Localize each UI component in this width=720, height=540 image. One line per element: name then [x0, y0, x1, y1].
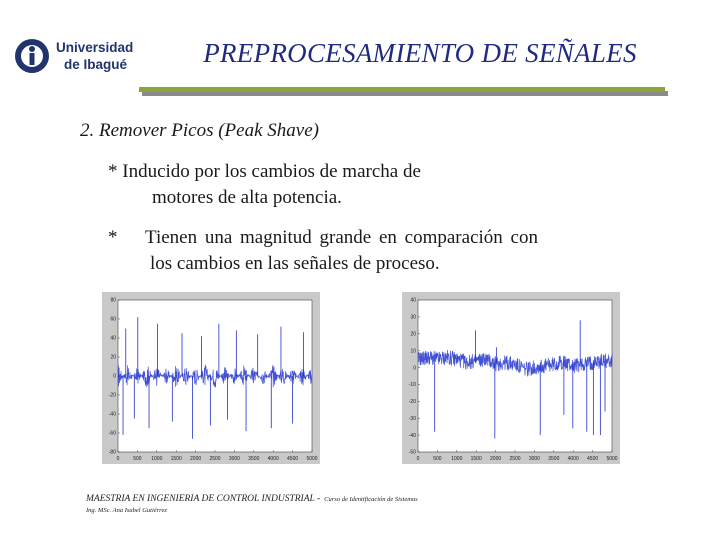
y-tick-label: -10	[408, 382, 416, 389]
signal-plot-1	[102, 292, 320, 464]
y-tick-label: -60	[108, 430, 116, 437]
bullet-2-line-1: Tienen una magnitud grande en comparación con	[145, 227, 538, 248]
x-tick-label: 500	[433, 456, 442, 462]
y-tick-label: 10	[410, 348, 416, 355]
x-tick-label: 5000	[606, 456, 618, 462]
bullet-2-line-2: los cambios en las señales de proceso.	[150, 253, 440, 274]
x-tick-label: 500	[133, 456, 142, 462]
section-heading: 2. Remover Picos (Peak Shave)	[80, 120, 319, 141]
signal-plot-2-svg	[402, 292, 620, 464]
university-logo	[14, 38, 132, 78]
plot-area	[418, 300, 612, 452]
x-tick-label: 2500	[209, 456, 221, 462]
bullet-1-text: Inducido por los cambios de marcha de	[122, 161, 421, 182]
x-tick-label: 4000	[567, 456, 579, 462]
y-tick-label: -50	[408, 449, 416, 456]
x-tick-label: 3500	[548, 456, 560, 462]
bullet-1-line-2: motores de alta potencia.	[152, 187, 342, 208]
x-tick-label: 5000	[306, 456, 318, 462]
footer-program	[86, 494, 418, 504]
bullet-2-marker: *	[108, 227, 118, 248]
y-tick-label: 20	[410, 331, 416, 338]
footer-author: Ing. MSc. Ana Isabel Gutiérrez	[86, 507, 167, 514]
logo-line-1: Universidad	[56, 40, 134, 55]
x-tick-label: 2000	[490, 456, 502, 462]
x-tick-label: 1000	[451, 456, 463, 462]
y-tick-label: -40	[108, 411, 116, 418]
y-tick-label: -30	[408, 415, 416, 422]
x-tick-label: 4000	[267, 456, 279, 462]
logo-text	[56, 39, 133, 73]
y-tick-label: -80	[108, 449, 116, 456]
bullet-1-line-1	[108, 160, 421, 184]
x-tick-label: 0	[416, 456, 420, 462]
y-tick-label: 0	[113, 373, 116, 380]
x-tick-label: 1500	[470, 456, 482, 462]
x-tick-label: 0	[116, 456, 120, 462]
x-tick-label: 3000	[528, 456, 540, 462]
footer-program-name: MAESTRIA EN INGENIERIA DE CONTROL INDUSTRIAL -	[86, 494, 321, 504]
x-tick-label: 4500	[287, 456, 299, 462]
y-tick-label: 30	[410, 314, 416, 321]
x-tick-label: 2000	[190, 456, 202, 462]
logo-mark-icon	[14, 38, 50, 74]
x-tick-label: 1000	[151, 456, 163, 462]
y-tick-label: -40	[408, 432, 416, 439]
y-tick-label: 80	[110, 297, 116, 304]
x-tick-label: 2500	[509, 456, 521, 462]
x-tick-label: 4500	[587, 456, 599, 462]
y-tick-label: 60	[110, 316, 116, 323]
y-tick-label: 40	[410, 297, 416, 304]
logo-line-2: de Ibagué	[64, 57, 128, 72]
y-tick-label: -20	[108, 392, 116, 399]
footer-course: Curso de Identificación de Sistemas	[324, 496, 418, 503]
y-tick-label: 20	[110, 354, 116, 361]
signal-plot-1-svg	[102, 292, 320, 464]
x-tick-label: 3000	[228, 456, 240, 462]
title-rule	[139, 87, 665, 92]
y-tick-label: -20	[408, 399, 416, 406]
x-tick-label: 3500	[248, 456, 260, 462]
slide-title: PREPROCESAMIENTO DE SEÑALES	[203, 38, 637, 68]
signal-plot-2	[402, 292, 620, 464]
bullet-1-marker: *	[108, 161, 118, 182]
x-tick-label: 1500	[170, 456, 182, 462]
y-tick-label: 0	[413, 365, 416, 372]
y-tick-label: 40	[110, 335, 116, 342]
